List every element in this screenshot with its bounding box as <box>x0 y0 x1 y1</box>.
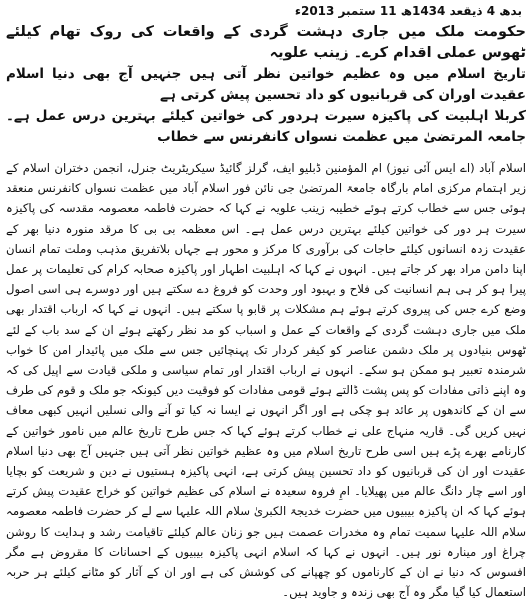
article-paragraph: اسلام آباد (اے ایس آئی نیوز) ام المؤمنین ڈبلیو ایف، گرلز گائیڈ سیکریٹریٹ جنرل، انجمن دختران اسلام کے زیر اہتمام مرکزی امام بارگاہ جامعۃ المرتضیٰ جی نائن فور اسلام آباد میں عظمت نسواں کانفرنس منعقد ہوئی جس سے خطاب کرتے ہوئے خطیبہ زینب علویہ نے کہا کہ حضرت فاطمہ معصومہ مقدسہ کی پاکیزہ سیرت ہر دور کی خواتین کیلئے بہترین درس عمل ہے۔ اس معظمہ بی بی کا مرقد منورہ دنیا بھر کے عقیدت زدہ انسانوں کیلئے حاجات کی برآوری کا مرکز و محور ہے جہاں بلاتفریق مذہب وملت تمام انسان اپنا دامن مراد بھر کر جاتے ہیں۔ انہوں نے کہا کہ اہلبیت اطہار اور پاکیزہ صحابہ کرام کی تعلیمات پر عمل پیرا ہو کر ہی ہم انسانیت کی فلاح و بہبود اور وحدت کو فروغ دے سکتے ہیں اور دوسرے ہی اسی اصول وضع کرے جس کی پیروی کرتے ہوئے ہم مشکلات پر قابو پا سکتے ہیں۔ انہوں نے کہا کہ ارباب اقتدار بھی ملک میں جاری دہشت گردی کے واقعات کے عمل و اسباب کو مد نظر رکھتے ہوئے ان کے سد باب کے لئے ٹھوس بنیادوں پر ملک دشمن عناصر کو کیفر کردار تک پہنچائیں جس سے ملک میں پائیدار امن کا خواب شرمندہ تعبیر ہو ممکن ہو سکے۔ انہوں نے ارباب اقتدار اور تمام سیاسی و ملکی قیادت سے اپیل کی کہ وہ اپنے ذاتی مفادات کو پس پشت ڈالتے ہوئے قومی مفادات کو فوقیت دیں کیونکہ جو ملک و قوم کی طرف سے ان کے کاندھوں پر عائد ہو چکی ہے اور اگر انہوں نے ایسا نہ کیا تو آنے والی نسلیں انہیں کبھی معاف نہیں کریں گی۔ قاریہ منہاج علی نے خطاب کرتے ہوئے کہا کہ جس طرح تاریخ عالم میں نامور خواتین کے کارنامے بھرے پڑے ہیں اسی طرح تاریخ اسلام میں وہ عظیم خواتین نظر آتی ہیں جنہیں آج بھی دنیا اسلام عقیدت اور ان کی قربانیوں کو داد تحسین پیش کرتی ہے، انہی پاکیزہ ہستیوں نے دین و شریعت کو بچایا اور اسے چار دانگ عالم میں پھیلایا۔ امِ فروہ سعیدہ نے اسلام کی عظیم خواتین کو خراج عقیدت پیش کرتے ہوئے کہا کہ ان پاکیزہ بیبیوں میں حضرت خدیجۃ الکبریٰ سلام اللہ علیہا سے لے کر حضرت فاطمہ معصومہ سلام اللہ علیہا سمیت تمام وہ مخدرات عصمت ہیں جو زنان عالم کیلئے تاقیامت رشد و ہدایت کا روشن چراغ اور مینارہ نور ہیں۔ انہوں نے کہا کہ اسلام انہی پاکیزہ بیبیوں کے احسانات کا مقروض ہے مگر افسوس کہ دنیا نے ان کے کارناموں کو چھپانے کی کوشش کی ہے اور ان کے آثار کو مٹانے کیلئے ہر حربہ استعمال کیا گیا مگر وہ آج بھی زندہ و جاوید ہیں۔ <box>6 161 526 600</box>
headline-line-1: حکومت ملک میں جاری دہشت گردی کے واقعات کی روک تھام کیلئے ٹھوس عملی اقدام کرے۔ زینب علویہ <box>6 24 526 61</box>
headline-line-2: تاریخ اسلام میں وہ عظیم خواتین نظر آتی ہیں جنہیں آج بھی دنیا اسلام عقیدت اوران کی قربانیوں کو داد تحسین پیش کرتی ہے <box>6 66 526 103</box>
headline-line-3: کربلا اہلبیت کی پاکیزہ سیرت ہردور کی خواتین کیلئے بہترین درس عمل ہے۔ جامعہ المرتضیٰ میں عظمت نسواں کانفرنس سے خطاب <box>6 108 526 145</box>
dateline: بدھ 4 ذیقعد 1434ھ 11 ستمبر 2013ء <box>294 4 522 18</box>
article-body <box>6 158 526 602</box>
headline <box>6 22 526 148</box>
